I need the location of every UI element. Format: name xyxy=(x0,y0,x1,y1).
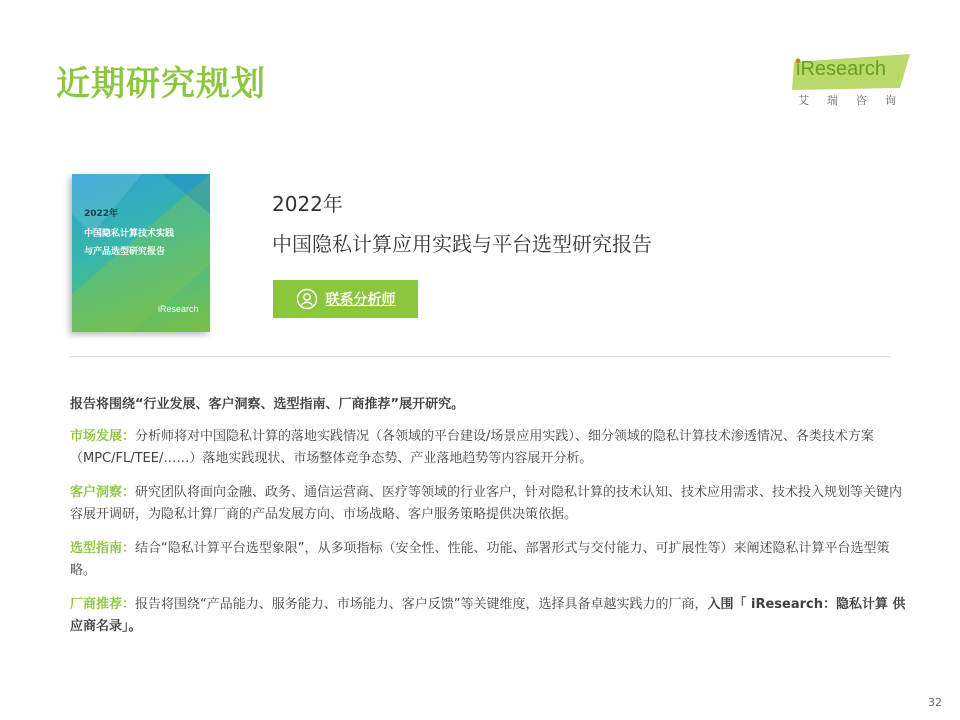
page-title: 近期研究规划 xyxy=(56,64,266,104)
report-title: 中国隐私计算应用实践与平台选型研究报告 xyxy=(272,232,652,256)
section-bold-text: 入围「 iResearch：隐私计算 供应商名录」。 xyxy=(70,597,906,634)
section-text: 报告将围绕“产品能力、服务能力、市场能力、客户反馈”等关键维度，选择具备卓越实践力的厂商， xyxy=(135,597,708,612)
report-cover[interactable] xyxy=(72,174,210,332)
cover-title-line2: 与产品选型研究报告 xyxy=(84,247,166,257)
section-label: 厂商推荐： xyxy=(70,597,136,612)
contact-analyst-label: 联系分析师 xyxy=(325,292,396,308)
logo-subtitle: 艾瑞咨询 xyxy=(798,94,914,107)
cover-logo: iResearch xyxy=(158,304,199,314)
cover-year: 2022年 xyxy=(84,209,119,219)
section-customer xyxy=(70,482,910,526)
section-text: 结合“隐私计算平台选型象限”，从多项指标（安全性、性能、功能、部署形式与交付能力、可扩展性等）来阐述隐私计算平台选型策略。 xyxy=(70,541,890,578)
content-area xyxy=(70,394,910,650)
page-number: 32 xyxy=(928,696,942,709)
section-text: 分析师将对中国隐私计算的落地实践情况（各领域的平台建设/场景应用实践）、细分领域的隐私计算技术渗透情况、各类技术方案（MPC/FL/TEE/……）落地实践现状、市场整体竞争态势、产业落地趋势等内容展开分析。 xyxy=(70,429,874,466)
user-icon xyxy=(296,288,318,310)
section-vendor xyxy=(70,594,910,638)
iresearch-logo xyxy=(788,52,912,112)
report-year: 2022年 xyxy=(272,192,343,216)
divider xyxy=(70,356,890,357)
section-label: 客户洞察： xyxy=(70,485,136,500)
section-market xyxy=(70,426,910,470)
section-label: 市场发展： xyxy=(70,429,136,444)
intro-text: 报告将围绕“行业发展、客户洞察、选型指南、厂商推荐”展开研究。 xyxy=(70,397,465,412)
section-text: 研究团队将面向金融、政务、通信运营商、医疗等领域的行业客户，针对隐私计算的技术认知、技术应用需求、技术投入规划等关键内容展开调研，为隐私计算厂商的产品发展方向、市场战略、客户服务策略提供决策依据。 xyxy=(70,485,903,522)
logo-text: iResearch xyxy=(796,58,887,80)
section-label: 选型指南： xyxy=(70,541,136,556)
cover-title-line1: 中国隐私计算技术实践 xyxy=(84,229,175,239)
section-selection xyxy=(70,538,910,582)
contact-analyst-button[interactable] xyxy=(273,280,418,318)
